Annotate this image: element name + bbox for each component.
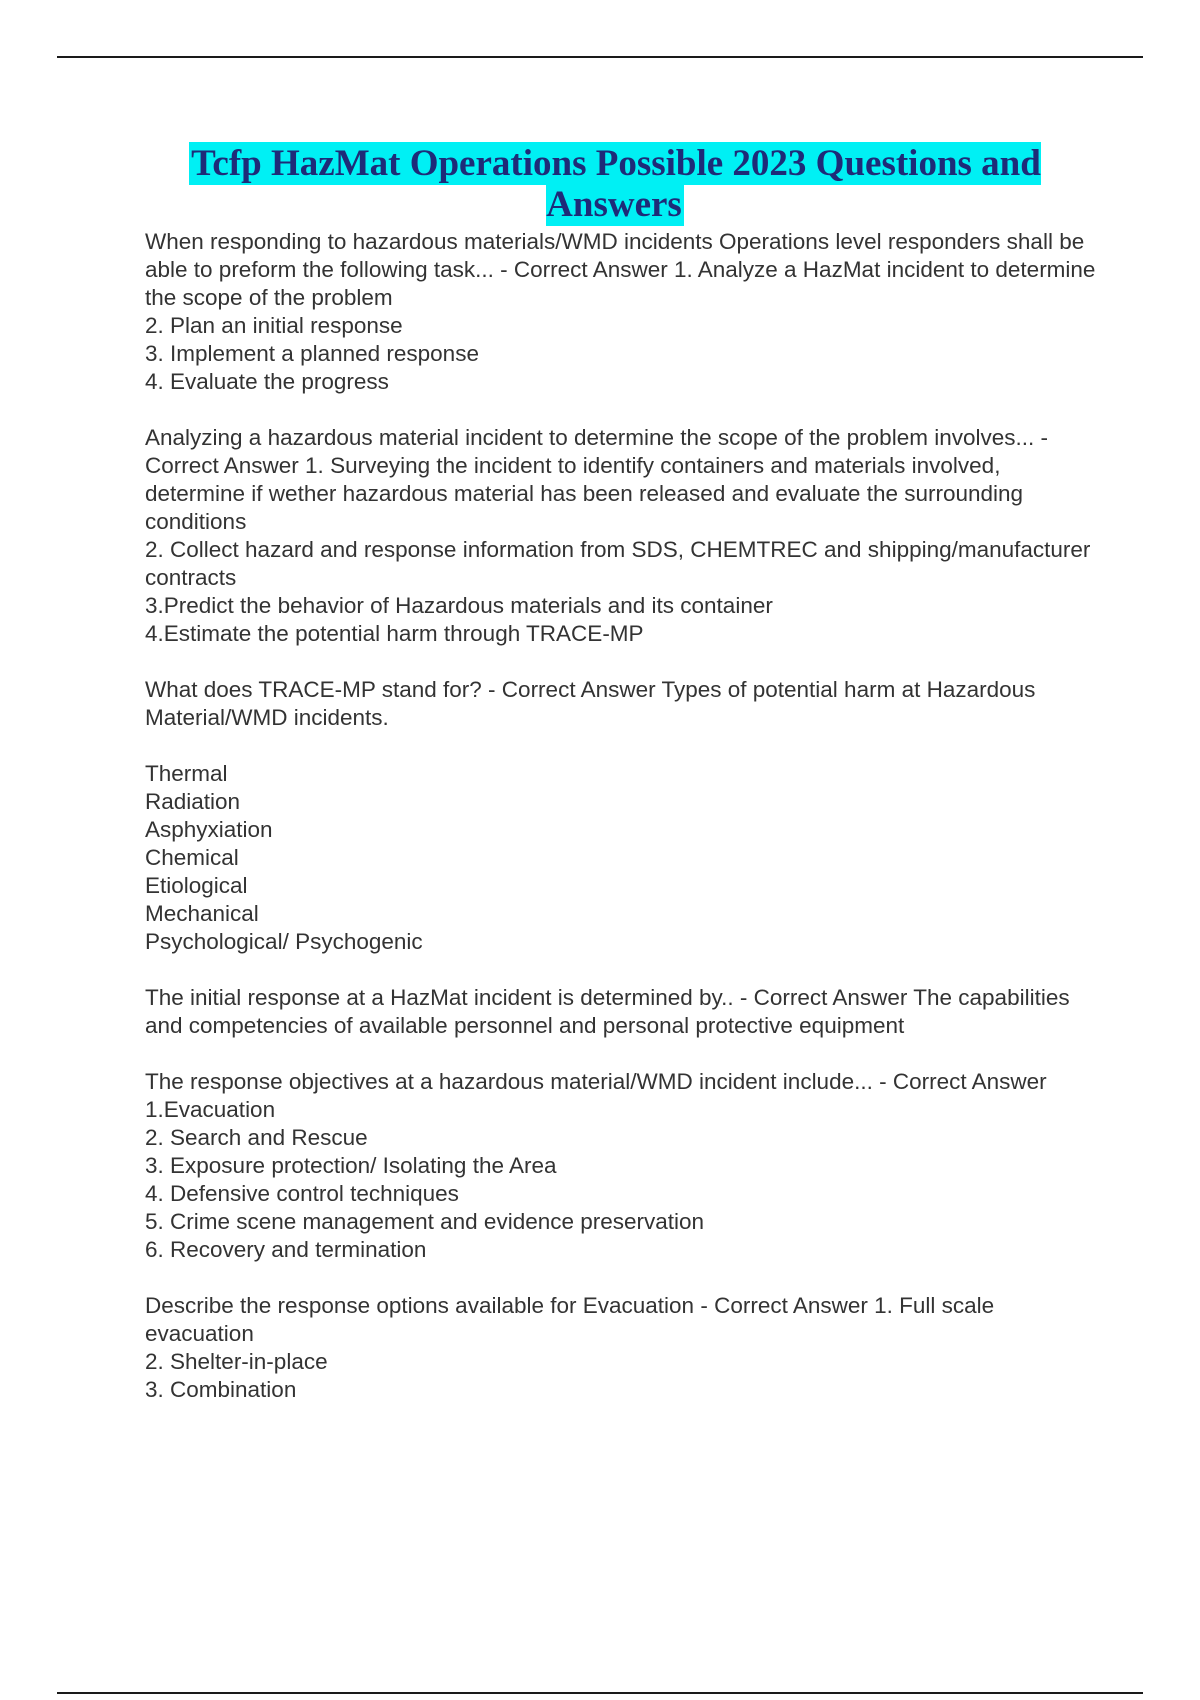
- document-title-text: Tcfp HazMat Operations Possible 2023 Questions and Answers: [191, 143, 1041, 225]
- qa-item: [145, 1292, 1105, 1404]
- answer-line: 3. Combination: [145, 1377, 297, 1402]
- qa-item: [145, 424, 1105, 648]
- answer-line: Etiological: [145, 873, 248, 898]
- question-text: The response objectives at a hazardous material/WMD incident include... - Correct Answer 1.Evacuation: [145, 1069, 1047, 1122]
- answer-line: Chemical: [145, 845, 239, 870]
- qa-item: [145, 1068, 1105, 1264]
- answer-line: 5. Crime scene management and evidence preservation: [145, 1209, 705, 1234]
- answer-line: 2. Search and Rescue: [145, 1125, 368, 1150]
- question-text: The initial response at a HazMat incident is determined by.. - Correct Answer The capabilities and competencies of available personnel and personal protective equipment: [145, 985, 1070, 1038]
- question-text: Describe the response options available for Evacuation - Correct Answer 1. Full scale evacuation: [145, 1293, 995, 1346]
- answer-line: 3.Predict the behavior of Hazardous materials and its container: [145, 593, 773, 618]
- answer-line: Asphyxiation: [145, 817, 273, 842]
- qa-item: [145, 228, 1105, 396]
- top-rule: [57, 56, 1143, 58]
- qa-content: [145, 228, 1105, 1432]
- bottom-rule: [57, 1692, 1143, 1694]
- answer-line: 4. Evaluate the progress: [145, 369, 389, 394]
- answer-line: Radiation: [145, 789, 241, 814]
- qa-item: [145, 676, 1105, 956]
- answer-line: 6. Recovery and termination: [145, 1237, 427, 1262]
- answer-line: 4.Estimate the potential harm through TRACE-MP: [145, 621, 644, 646]
- answer-line: Mechanical: [145, 901, 259, 926]
- answer-line: 2. Collect hazard and response information from SDS, CHEMTREC and shipping/manufacturer contracts: [145, 537, 1091, 590]
- question-text: What does TRACE-MP stand for? - Correct Answer Types of potential harm at Hazardous Material/WMD incidents.: [145, 677, 1036, 730]
- answer-line: 3. Implement a planned response: [145, 341, 479, 366]
- answer-line: 4. Defensive control techniques: [145, 1181, 459, 1206]
- answer-line: 2. Plan an initial response: [145, 313, 403, 338]
- document-title: [140, 143, 1090, 225]
- question-text: Analyzing a hazardous material incident to determine the scope of the problem involves... - Correct Answer 1. Surveying the incident to identify containers and materials involved, determine if wether hazardous material has been released and evaluate the surrounding conditions: [145, 425, 1048, 534]
- answer-line: Psychological/ Psychogenic: [145, 929, 423, 954]
- question-text: When responding to hazardous materials/WMD incidents Operations level responders shall be able to preform the following task... - Correct Answer 1. Analyze a HazMat incident to determine the scope of the problem: [145, 229, 1096, 310]
- qa-item: [145, 984, 1105, 1040]
- answer-line: 3. Exposure protection/ Isolating the Area: [145, 1153, 557, 1178]
- answer-line: Thermal: [145, 761, 228, 786]
- answer-line: 2. Shelter-in-place: [145, 1349, 328, 1374]
